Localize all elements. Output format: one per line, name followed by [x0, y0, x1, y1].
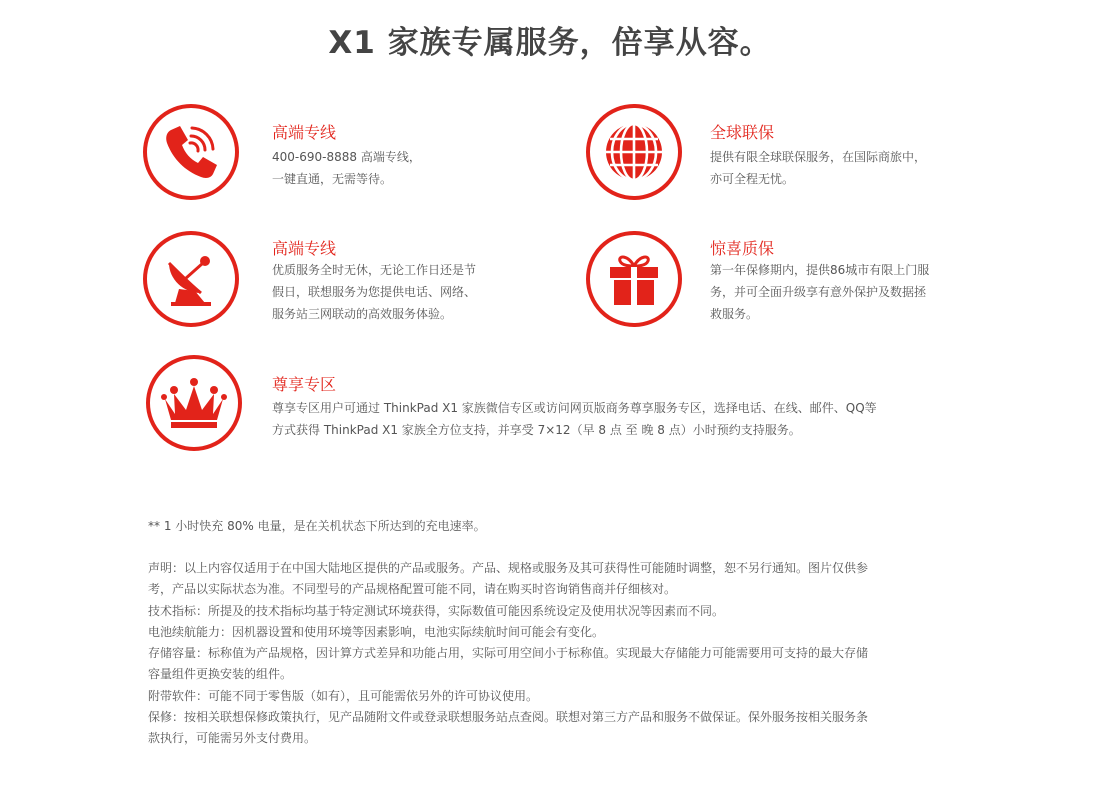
- phone-icon-circle: [143, 104, 239, 200]
- disclaimer-block: [148, 558, 928, 750]
- gift-icon-circle: [586, 231, 682, 327]
- globe-icon-circle: [586, 104, 682, 200]
- service-title-support: 高端专线: [272, 239, 337, 258]
- crown-icon-circle: [146, 355, 242, 451]
- disclaimer-storage: 存储容量：标称值为产品规格，因计算方式差异和功能占用，实际可用空间小于标称值。实现最大存储能力可能需要用可支持的最大存储 容量组件更换安装的组件。: [148, 646, 869, 682]
- service-desc-surprise-warranty: 第一年保修期内，提供86城市有限上门服 务，并可全面升级享有意外保护及数据拯 救服务。: [710, 263, 930, 321]
- satellite-dish-icon-circle: [143, 231, 239, 327]
- disclaimer-warranty: 保修：按相关联想保修政策执行，见产品随附文件或登录联想服务站点查阅。联想对第三方产品和服务不做保证。保外服务按相关服务条 款执行，可能需另外支付费用。: [148, 710, 869, 746]
- phone-icon: [161, 122, 221, 182]
- service-desc-support: 优质服务全时无休，无论工作日还是节 假日，联想服务为您提供电话、网络、 服务站三网联动的高效服务体验。: [272, 263, 477, 321]
- globe-icon: [603, 121, 665, 183]
- charging-footnote: ** 1 小时快充 80% 电量，是在关机状态下所达到的充电速率。: [148, 519, 486, 533]
- service-desc-exclusive-zone: 尊享专区用户可通过 ThinkPad X1 家族微信专区或访问网页版商务尊享服务专区，选择电话、在线、邮件、QQ等 方式获得 ThinkPad X1 家族全方位支持，并享受 7×12（早 8 点 至 晚 8 点）小时预约支持服务。: [272, 401, 877, 437]
- disclaimer-battery: 电池续航能力：因机器设置和使用环境等因素影响，电池实际续航时间可能会有变化。: [148, 624, 605, 639]
- service-desc-hotline: 400-690-8888 高端专线， 一键直通，无需等待。: [272, 150, 421, 186]
- service-title-exclusive-zone: 尊享专区: [272, 375, 337, 394]
- crown-icon: [161, 376, 227, 430]
- disclaimer-statement: 声明：以上内容仅适用于在中国大陆地区提供的产品或服务。产品、规格或服务及其可获得性可能随时调整，恕不另行通知。图片仅供参 考，产品以实际状态为准。不同型号的产品规格配置可能不同，请在购买时咨询销售商并仔细核对。: [148, 561, 869, 597]
- service-title-hotline: 高端专线: [272, 123, 337, 142]
- disclaimer-software: 附带软件：可能不同于零售版（如有），且可能需依另外的许可协议使用。: [148, 688, 539, 703]
- disclaimer-tech-specs: 技术指标：所提及的技术指标均基于特定测试环境获得，实际数值可能因系统设定及使用状况等因素而不同。: [148, 603, 725, 618]
- service-title-global-warranty: 全球联保: [710, 123, 775, 142]
- service-title-surprise-warranty: 惊喜质保: [710, 239, 775, 258]
- satellite-dish-icon: [161, 249, 221, 309]
- gift-icon: [604, 249, 664, 309]
- service-desc-global-warranty: 提供有限全球联保服务，在国际商旅中， 亦可全程无忧。: [710, 150, 927, 186]
- page-title: X1 家族专属服务，倍享从容。: [328, 24, 772, 61]
